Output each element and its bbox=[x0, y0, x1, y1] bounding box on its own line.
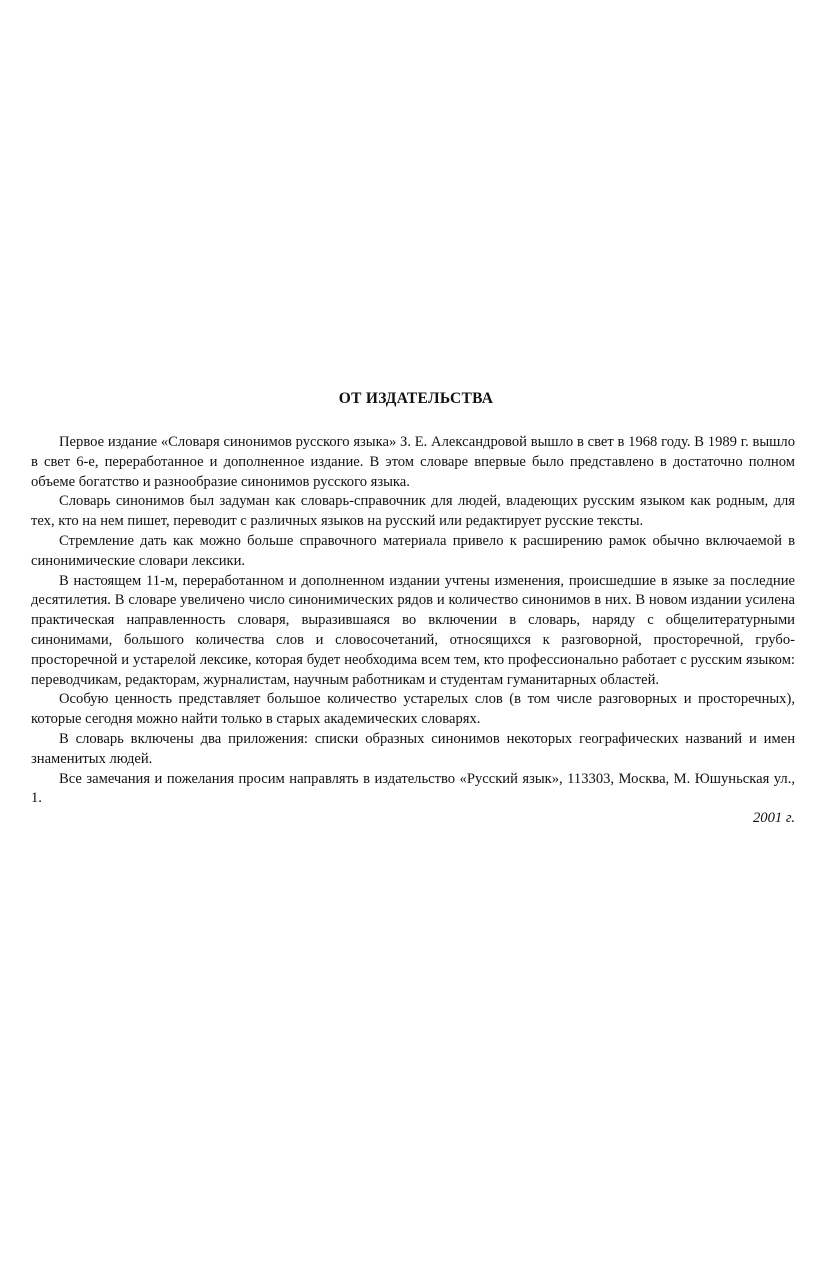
paragraph-appendices: В словарь включены два приложения: списки образных синонимов некоторых географических названий и имен знаменитых людей. bbox=[31, 730, 795, 767]
date-signature: 2001 г. bbox=[753, 810, 795, 827]
paragraph-contact: Все замечания и пожелания просим направлять в издательство «Русский язык», 113303, Москва, М. Юшуньская ул., 1. bbox=[31, 770, 795, 807]
paragraph-obsolete-words: Особую ценность представляет большое количество устарелых слов (в том числе разговорных и просторечных), которые сегодня можно найти только в старых академических словарях. bbox=[31, 691, 795, 728]
paragraph-purpose: Словарь синонимов был задуман как словарь-справочник для людей, владеющих русским языком как родным, для тех, кто на нем пишет, переводит с различных языков на русский или редактирует русские тексты. bbox=[31, 493, 795, 530]
paragraph-scope: Стремление дать как можно больше справочного материала привело к расширению рамок обычно включаемой в синонимические словари лексики. bbox=[31, 532, 795, 569]
paragraph-current-edition: В настоящем 11-м, переработанном и дополненном издании учтены изменения, происшедшие в языке за последние десятилетия. В словаре увеличено число синонимических рядов и количество синонимов в них. В новом издании усилена практическая направленность словаря, выразившаяся во включении в словарь, наряду с общелитературными синонимами, большого количества слов и словосочетаний, относящихся к разговорной, просторечной, грубо-просторечной и устарелой лексике, которая будет необходима всем тем, кто профессионально работает с русским языком: переводчикам, редакторам, журналистам, научным работникам и студентам гуманитарных областей. bbox=[31, 572, 795, 688]
paragraph-first-edition: Первое издание «Словаря синонимов русского языка» З. Е. Александровой вышло в свет в 1968 году. В 1989 г. вышло в свет 6-е, переработанное и дополненное издание. В этом словаре впервые было представлено в достаточно полном объеме богатство и разнообразие синонимов русского языка. bbox=[31, 434, 795, 490]
publisher-note bbox=[31, 390, 795, 829]
page-title: ОТ ИЗДАТЕЛЬСТВА bbox=[338, 390, 494, 407]
